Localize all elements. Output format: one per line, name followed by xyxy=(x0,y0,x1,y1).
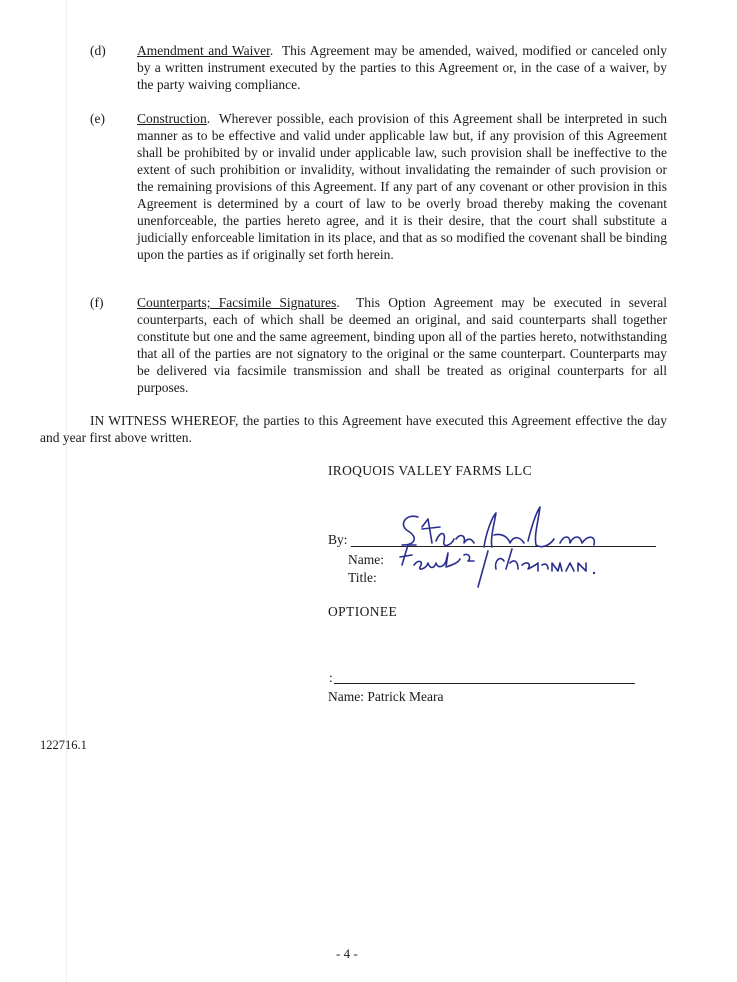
signature-stroke xyxy=(566,563,586,571)
optionee-label: OPTIONEE xyxy=(328,604,398,619)
signature-stroke xyxy=(456,536,474,543)
signature-stroke xyxy=(478,551,488,587)
company-signature xyxy=(360,505,620,595)
witness-paragraph: IN WITNESS WHEREOF, the parties to this Agreement have executed this Agreement effective the day and year first above written. xyxy=(40,413,667,445)
clause-heading: Counterparts; Facsimile Signatures xyxy=(137,295,337,310)
signature-stroke xyxy=(522,563,548,571)
optionee-line-prefix: : xyxy=(329,670,333,685)
clause-text: This Option Agreement may be executed in several counterparts, each of which shall be deemed an original, and said counterparts shall together constitute but one and the same agreement, binding upon all of the parties hereto, notwithstanding that all of the parties are not signatory to the original or the same counterpart. Counterparts may be delivered via facsimile transmission and shall be treated as original counterparts for all purposes. xyxy=(137,295,667,395)
clause-text: This Agreement may be amended, waived, modified or canceled only by a written instrument executed by the parties to this Agreement or, in the case of a waiver, by the party waiving compliance. xyxy=(137,43,667,92)
name-label: Name: xyxy=(348,552,384,567)
signature-stroke xyxy=(552,563,562,571)
clause-body: Construction. Wherever possible, each provision of this Agreement shall be interpreted in such manner as to be effective and valid under applicable law but, if any provision of this Agreement shall be prohibited by or invalid under applicable law, such provision shall be ineffective to the extent of such prohibition or invalidity, without invalidating the remainder of such provision or the remaining provisions of this Agreement. If any part of any covenant or other provision in this Agreement is determined by a court of law to be overly broad thereby making the covenant unenforceable, the parties hereto agree, and it is their desire, that the court shall substitute a judicially enforceable limitation in its place, and that as so modified the covenant shall be binding upon the parties as if originally set forth herein. xyxy=(137,111,667,262)
optionee-name: Name: Patrick Meara xyxy=(328,689,444,704)
clause-letter: (d) xyxy=(90,43,106,58)
title-label: Title: xyxy=(348,570,377,585)
signature-stroke xyxy=(464,554,474,561)
signature-stroke xyxy=(400,545,416,565)
by-label: By: xyxy=(328,532,348,547)
signature-stroke xyxy=(402,516,418,545)
clause-heading: Construction xyxy=(137,111,207,126)
page-number: - 4 - xyxy=(336,946,358,961)
company-name: IROQUOIS VALLEY FARMS LLC xyxy=(328,463,532,478)
clause-letter: (f) xyxy=(90,295,104,310)
signature-stroke xyxy=(494,534,524,543)
signature-stroke xyxy=(484,513,496,547)
clause-text: Wherever possible, each provision of this Agreement shall be interpreted in such manner as to be effective and valid under applicable law but, if any provision of this Agreement shall be prohibited by or invalid under applicable law, such provision shall be ineffective to the extent of such prohibition or invalidity, without invalidating the remainder of such provision or the remaining provisions of this Agreement. If any part of any covenant or other provision in this Agreement is determined by a court of law to be overly broad thereby making the covenant unenforceable, the parties hereto agree, and it is their desire, that the court shall substitute a judicially enforceable limitation in its place, and that as so modified the covenant shall be binding upon the parties as if originally set forth herein. xyxy=(137,111,667,262)
optionee-signature-line xyxy=(334,683,635,684)
clause-body: Counterparts; Facsimile Signatures. This Option Agreement may be executed in several counterparts, each of which shall be deemed an original, and said counterparts shall together constitute but one and the same agreement, binding upon all of the parties hereto, notwithstanding that all of the parties are not signatory to the original or the same counterpart. Counterparts may be delivered via facsimile transmission and shall be treated as original counterparts for all purposes. xyxy=(137,295,667,395)
signature-stroke xyxy=(414,553,460,569)
signature-stroke xyxy=(560,537,594,545)
clause-body: Amendment and Waiver. This Agreement may be amended, waived, modified or canceled only by a written instrument executed by the parties to this Agreement or, in the case of a waiver, by the party waiving compliance. xyxy=(137,43,667,92)
signature-stroke xyxy=(528,507,554,547)
clause-letter: (e) xyxy=(90,111,105,126)
signature-stroke xyxy=(436,534,454,546)
clause-heading: Amendment and Waiver xyxy=(137,43,270,58)
document-number: 122716.1 xyxy=(40,738,87,752)
signature-stroke xyxy=(496,549,518,569)
scan-edge-line xyxy=(66,0,67,982)
